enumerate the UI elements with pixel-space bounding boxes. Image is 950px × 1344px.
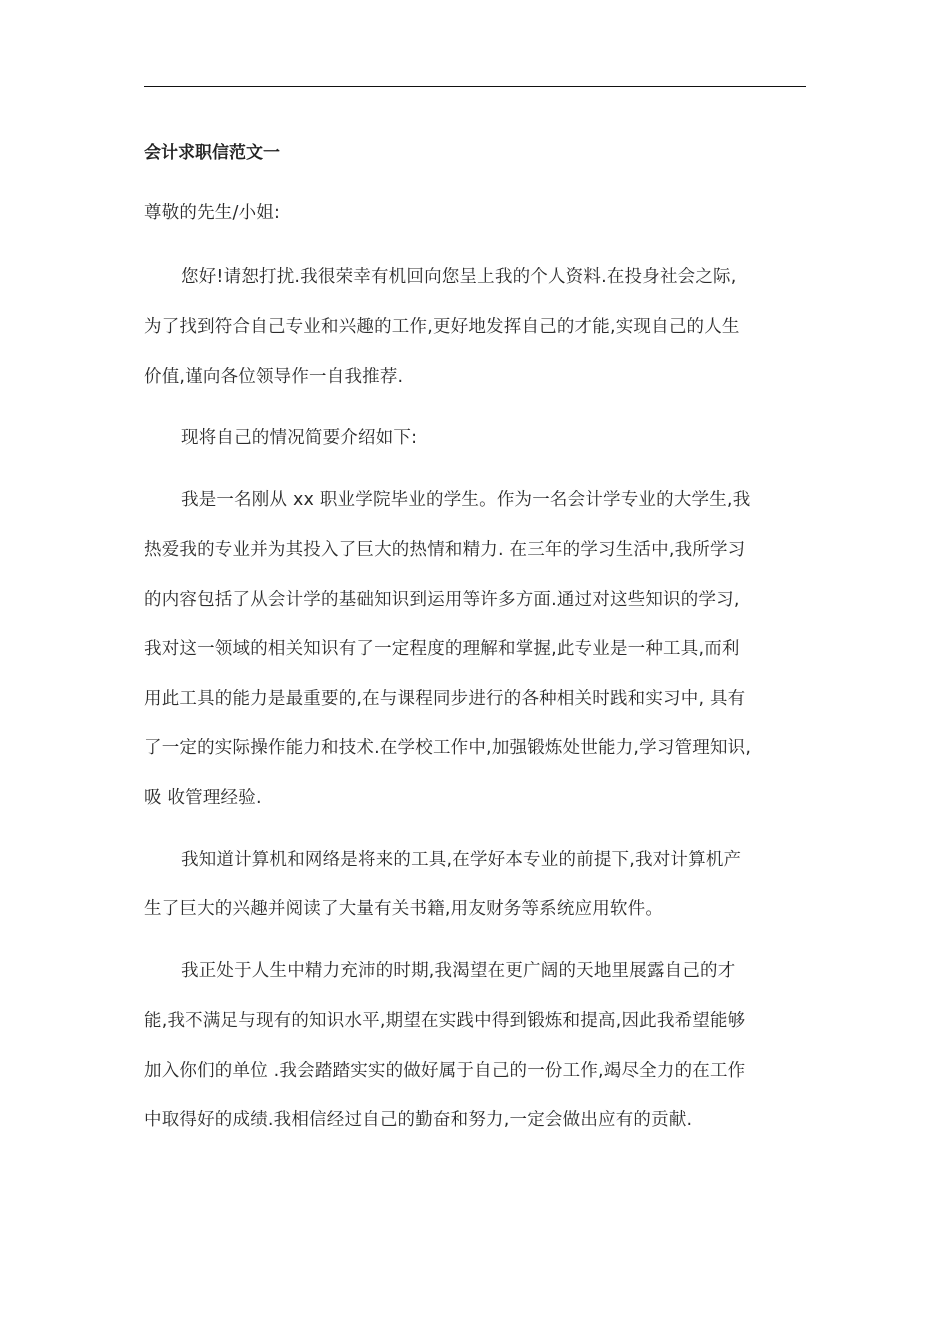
paragraph-line: 现将自己的情况简要介绍如下: <box>181 428 418 448</box>
paragraph-line: 为了找到符合自己专业和兴趣的工作,更好地发挥自己的才能,实现自己的人生 <box>144 317 740 337</box>
paragraph-line: 的内容包括了从会计学的基础知识到运用等许多方面.通过对这些知识的学习, <box>144 590 740 610</box>
header-rule <box>144 86 806 87</box>
paragraph-line: 热爱我的专业并为其投入了巨大的热情和精力. 在三年的学习生活中,我所学习 <box>144 540 746 560</box>
paragraph-line: 了一定的实际操作能力和技术.在学校工作中,加强锻炼处世能力,学习管理知识, <box>144 738 752 758</box>
paragraph-line: 中取得好的成绩.我相信经过自己的勤奋和努力,一定会做出应有的贡献. <box>144 1110 693 1130</box>
paragraph-line: 您好!请恕打扰.我很荣幸有机回向您呈上我的个人资料.在投身社会之际, <box>181 267 737 287</box>
paragraph-line: 我知道计算机和网络是将来的工具,在学好本专业的前提下,我对计算机产 <box>181 850 742 870</box>
paragraph-line: 加入你们的单位 .我会踏踏实实的做好属于自己的一份工作,竭尽全力的在工作 <box>144 1061 746 1081</box>
paragraph-line: 我对这一领域的相关知识有了一定程度的理解和掌握,此专业是一种工具,而利 <box>144 639 740 659</box>
paragraph-line: 能,我不满足与现有的知识水平,期望在实践中得到锻炼和提高,因此我希望能够 <box>144 1011 746 1031</box>
document-title: 会计求职信范文一 <box>144 143 280 163</box>
paragraph-line: 用此工具的能力是最重要的,在与课程同步进行的各种相关时践和实习中, 具有 <box>144 689 746 709</box>
salutation: 尊敬的先生/小姐: <box>144 203 281 223</box>
paragraph-line: 我正处于人生中精力充沛的时期,我渴望在更广阔的天地里展露自己的才 <box>181 961 736 981</box>
paragraph-line: 价值,谨向各位领导作一自我推荐. <box>144 367 404 387</box>
paragraph-line: 生了巨大的兴趣并阅读了大量有关书籍,用友财务等系统应用软件。 <box>144 899 664 919</box>
paragraph-line: 我是一名刚从 xx 职业学院毕业的学生。作为一名会计学专业的大学生,我 <box>181 490 751 510</box>
paragraph-line: 吸 收管理经验. <box>144 788 262 808</box>
